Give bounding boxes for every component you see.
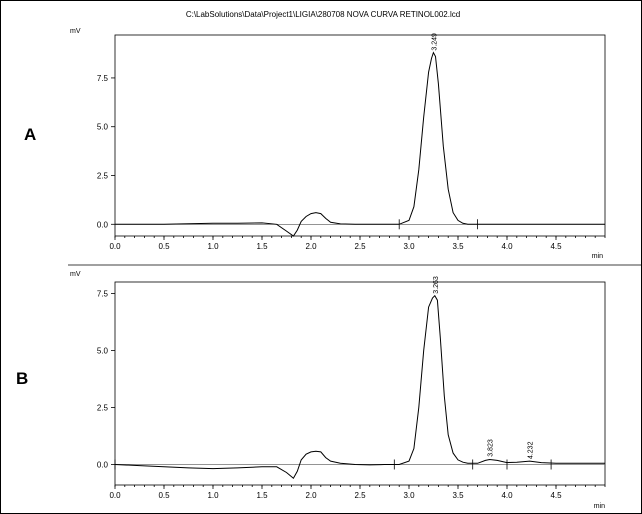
x-tick-label-a: 0.5 xyxy=(158,242,170,251)
peak-label-a: 3.249 xyxy=(431,33,439,51)
chromatogram-panel-b xyxy=(16,271,605,510)
peak-label-b: 3.823 xyxy=(487,439,495,457)
y-tick-label-a: 0.0 xyxy=(96,220,108,230)
y-axis-unit-a: mV xyxy=(70,28,81,35)
x-axis-unit-a: min xyxy=(591,253,603,260)
peak-label-b: 3.263 xyxy=(432,276,440,294)
y-tick-label-a: 7.5 xyxy=(96,73,108,83)
x-tick-label-a: 2.5 xyxy=(354,242,366,251)
x-tick-label-b: 3.5 xyxy=(452,491,464,500)
x-tick-label-a: 1.0 xyxy=(207,242,219,251)
y-tick-label-b: 5.0 xyxy=(96,346,108,356)
y-tick-label-a: 2.5 xyxy=(96,171,108,181)
chromatogram-panel-a xyxy=(24,28,605,260)
file-path-title: C:\LabSolutions\Data\Project1\LIGIA\280708 NOVA CURVA RETINOL002.lcd xyxy=(185,10,461,19)
y-tick-label-b: 0.0 xyxy=(96,460,108,470)
peak-label-b: 4.232 xyxy=(527,441,535,460)
x-tick-label-b: 0.0 xyxy=(109,491,121,500)
x-tick-label-a: 2.0 xyxy=(305,242,317,251)
x-tick-label-a: 4.0 xyxy=(501,242,513,251)
panel-label-a: A xyxy=(24,125,37,144)
x-tick-label-a: 3.0 xyxy=(403,242,415,251)
y-tick-label-b: 2.5 xyxy=(96,403,108,413)
x-tick-label-a: 3.5 xyxy=(452,242,464,251)
y-axis-unit-b: mV xyxy=(70,271,81,278)
x-tick-label-b: 3.0 xyxy=(403,491,415,500)
x-tick-label-a: 0.0 xyxy=(109,242,121,251)
x-tick-label-b: 0.5 xyxy=(158,491,170,500)
x-tick-label-b: 1.5 xyxy=(256,491,268,500)
plot-area-a xyxy=(115,35,605,236)
x-tick-label-b: 4.0 xyxy=(501,491,513,500)
x-tick-label-b: 1.0 xyxy=(207,491,219,500)
x-tick-label-b: 2.5 xyxy=(354,491,366,500)
y-tick-label-a: 5.0 xyxy=(96,122,108,132)
x-tick-label-a: 4.5 xyxy=(550,242,562,251)
x-axis-unit-b: min xyxy=(593,503,605,510)
y-tick-label-b: 7.5 xyxy=(96,289,108,299)
panel-label-b: B xyxy=(16,369,29,388)
x-tick-label-a: 1.5 xyxy=(256,242,268,251)
x-tick-label-b: 4.5 xyxy=(550,491,562,500)
x-tick-label-b: 2.0 xyxy=(305,491,317,500)
